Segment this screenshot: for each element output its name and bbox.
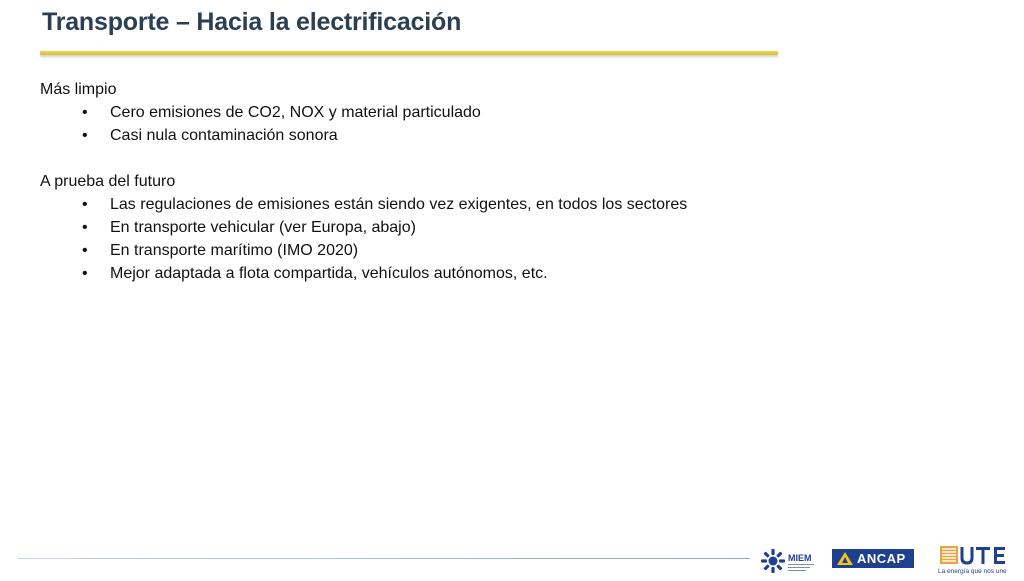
bullet-icon: • xyxy=(82,265,88,282)
list-item-text: En transporte vehicular (ver Europa, abajo) xyxy=(110,219,416,236)
list-item xyxy=(40,239,940,262)
list-item xyxy=(40,101,940,124)
list-item-text: Las regulaciones de emisiones están siendo vez exigentes, en todos los sectores xyxy=(110,196,688,213)
ute-tagline: La energía que nos une xyxy=(938,568,1007,575)
miem-sun-icon xyxy=(760,546,822,576)
miem-logo-text: MIEM xyxy=(788,553,812,563)
list-item-text: En transporte marítimo (IMO 2020) xyxy=(110,242,359,259)
ute-wordmark-icon xyxy=(938,543,1008,567)
bullet-icon: • xyxy=(82,242,88,259)
bullet-list-clean xyxy=(40,101,940,147)
list-item xyxy=(40,193,940,216)
bullet-icon: • xyxy=(82,196,88,213)
title-underline xyxy=(40,51,778,55)
list-item xyxy=(40,216,940,239)
ancap-triangle-icon xyxy=(837,552,853,565)
bullet-icon: • xyxy=(82,219,88,236)
list-item-text: Casi nula contaminación sonora xyxy=(110,127,338,144)
ancap-logo xyxy=(832,549,914,568)
bullet-icon: • xyxy=(82,127,88,144)
ancap-logo-text: ANCAP xyxy=(857,551,906,566)
spacer xyxy=(40,147,940,170)
slide-body xyxy=(40,78,940,285)
bullet-list-future xyxy=(40,193,940,285)
ute-logo xyxy=(938,543,1008,576)
section-heading-clean: Más limpio xyxy=(40,81,117,98)
list-item-text: Mejor adaptada a flota compartida, vehículos autónomos, etc. xyxy=(110,265,548,282)
section-heading-future: A prueba del futuro xyxy=(40,173,176,190)
list-item xyxy=(40,124,940,147)
miem-logo xyxy=(760,546,822,576)
list-item xyxy=(40,262,940,285)
bullet-icon: • xyxy=(82,104,88,121)
slide-title: Transporte – Hacia la electrificación xyxy=(42,8,462,36)
list-item-text: Cero emisiones de CO2, NOX y material particulado xyxy=(110,104,481,121)
footer-logos xyxy=(0,540,1024,576)
